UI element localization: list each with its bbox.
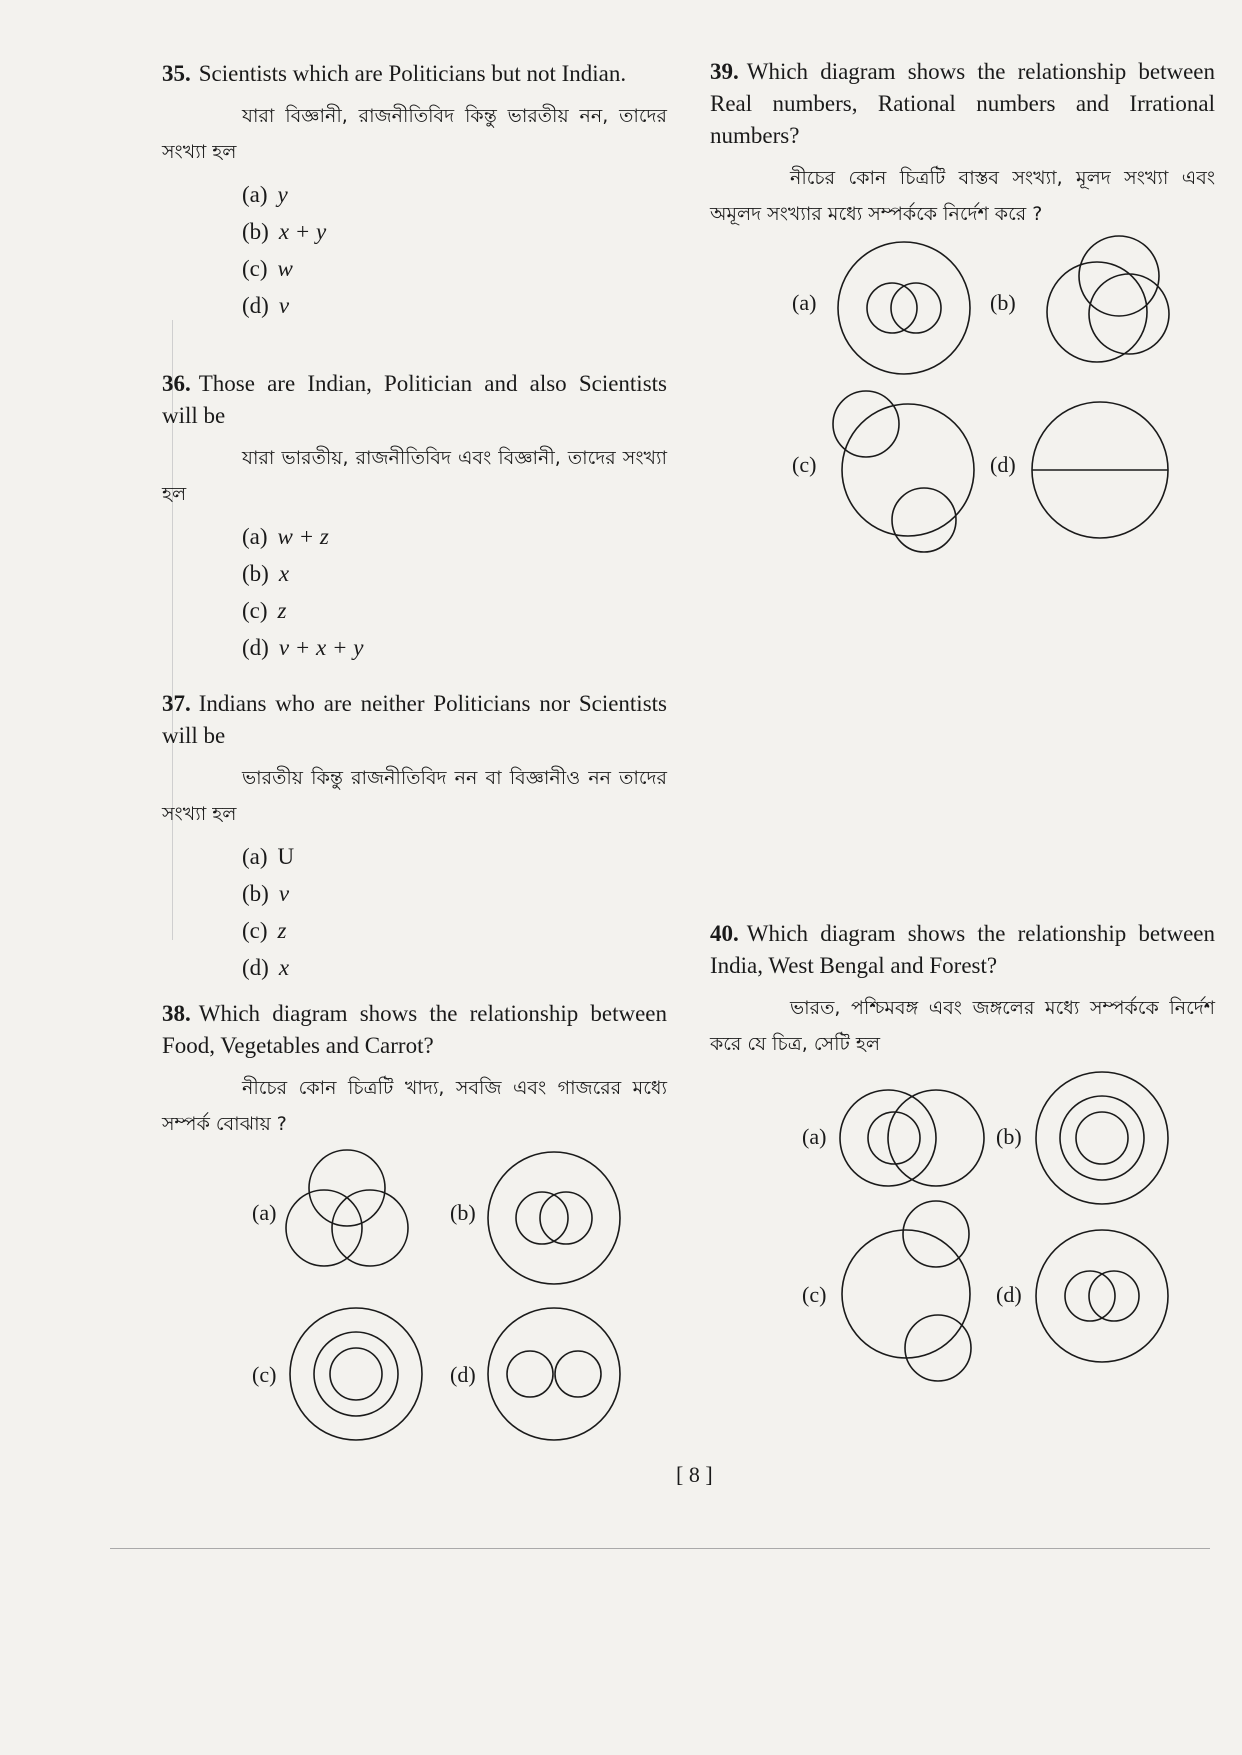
question-35-text: 35. Scientists which are Politicians but not Indian. [162,61,627,86]
option-d: (d) v + x + y [242,635,364,660]
question-39-diagrams [710,238,1215,548]
two-overlapping-circles-with-inner-circle-diagram [838,1074,988,1204]
option-a: (a) y [242,182,288,207]
circle-with-two-edge-circles-diagram [828,386,978,556]
question-35-bengali: যারা বিজ্ঞানী, রাজনীতিবিদ কিন্তু ভারতীয় নন, তাদের সংখ্যা হল [162,105,667,163]
venn-three-overlap-diagram [1024,234,1174,374]
circle-divided-by-diameter-diagram [1028,398,1172,542]
question-36-text: 36. Those are Indian, Politician and also Scientists will be [162,371,667,428]
diagram-label-d: (d) [450,1362,476,1387]
question-37-options [242,838,667,986]
question-36-options [242,518,667,666]
question-40-bengali: ভারত, পশ্চিমবঙ্গ এবং জঙ্গলের মধ্যে সম্পর্ককে নির্দেশ করে যে চিত্র, সেটি হল [710,997,1215,1055]
question-40-diagrams [710,1068,1215,1388]
diagram-label-a: (a) [252,1200,277,1225]
question-37-text: 37. Indians who are neither Politicians nor Scientists will be [162,691,667,748]
circle-with-two-overlapping-circles-diagram [1032,1226,1172,1366]
question-37-bengali: ভারতীয় কিন্তু রাজনীতিবিদ নন বা বিজ্ঞানীও নন তাদের সংখ্যা হল [162,767,667,825]
question-38-text: 38. Which diagram shows the relationship between Food, Vegetables and Carrot? [162,1001,667,1058]
question-40 [710,918,1215,1388]
option-b: (b) x [242,561,290,586]
question-39-text: 39. Which diagram shows the relationship between Real numbers, Rational numbers and Irrational numbers? [710,59,1215,148]
page-number: [ 8 ] [676,1462,713,1487]
diagram-label-b: (b) [990,290,1016,315]
circle-with-two-overlapping-circles-diagram [484,1148,624,1288]
option-d: (d) x [242,955,290,980]
question-39-bengali: নীচের কোন চিত্রটি বাস্তব সংখ্যা, মূলদ সংখ্যা এবং অমূলদ সংখ্যার মধ্যে সম্পর্ককে নির্দেশ করে ? [710,167,1215,225]
question-38-diagrams [162,1148,667,1458]
option-c: (c) w [242,256,293,281]
question-39 [710,56,1215,926]
diagram-label-a: (a) [802,1124,827,1149]
option-c: (c) z [242,918,287,943]
question-38 [162,998,667,1458]
left-column [162,58,667,1458]
diagram-label-a: (a) [792,290,817,315]
question-36 [162,368,667,668]
diagram-label-b: (b) [996,1124,1022,1149]
circle-with-two-edge-circles-diagram [840,1198,980,1384]
diagram-label-c: (c) [792,452,817,477]
question-38-bengali: নীচের কোন চিত্রটি খাদ্য, সবজি এবং গাজরের মধ্যে সম্পর্ক বোঝায় ? [162,1077,667,1135]
option-d: (d) v [242,293,290,318]
diagram-label-c: (c) [252,1362,277,1387]
question-35 [162,58,667,348]
diagram-label-d: (d) [996,1282,1022,1307]
option-a: (a) w + z [242,524,329,549]
footer-rule [110,1548,1210,1549]
question-36-bengali: যারা ভারতীয়, রাজনীতিবিদ এবং বিজ্ঞানী, তাদের সংখ্যা হল [162,447,667,505]
circle-with-two-overlapping-circles-diagram [834,238,974,378]
option-a: (a) U [242,844,295,869]
circle-with-two-separate-circles-diagram [484,1304,624,1444]
right-column [710,56,1215,1388]
option-b: (b) v [242,881,290,906]
option-c: (c) z [242,598,287,623]
question-37 [162,688,667,988]
venn-three-overlap-diagram [282,1148,412,1278]
concentric-circles-diagram [1032,1068,1172,1208]
question-40-text: 40. Which diagram shows the relationship between India, West Bengal and Forest? [710,921,1215,978]
diagram-label-b: (b) [450,1200,476,1225]
question-number: 35. [162,61,191,86]
concentric-circles-diagram [286,1304,426,1444]
question-35-options [242,176,667,324]
option-b: (b) x + y [242,219,327,244]
diagram-label-d: (d) [990,452,1016,477]
diagram-label-c: (c) [802,1282,827,1307]
